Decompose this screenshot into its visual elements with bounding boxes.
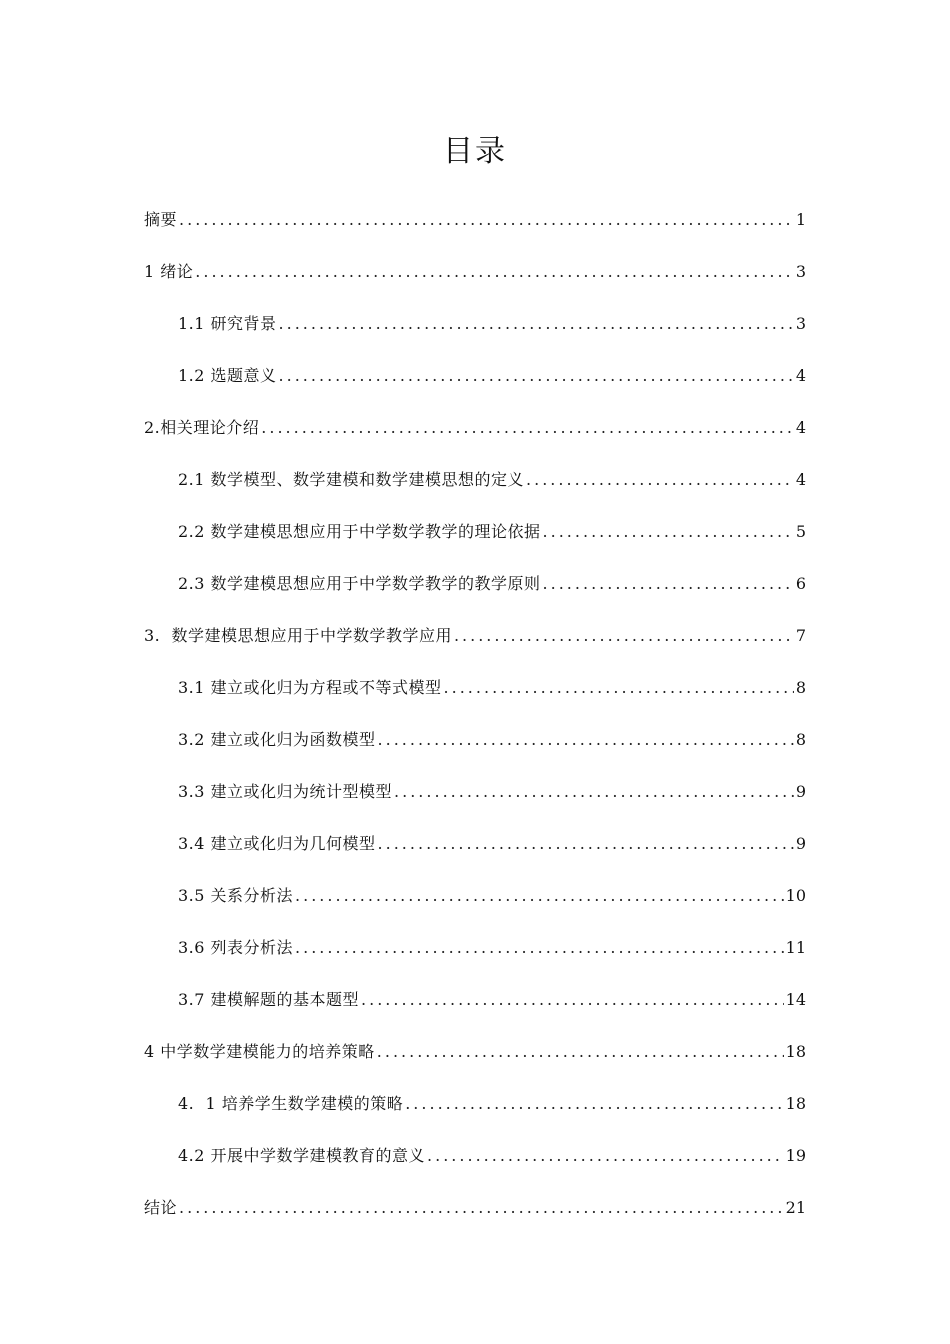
toc-entry-page: 9 (795, 834, 806, 853)
toc-entry-3-4[interactable] (144, 829, 806, 881)
toc-entry-4-2[interactable] (144, 1141, 806, 1193)
toc-dot-leader (179, 205, 794, 235)
toc-entry-page: 1 (795, 210, 806, 229)
toc-dot-leader (295, 881, 784, 911)
toc-entry-label: 1.1 研究背景 (178, 314, 277, 333)
toc-entry-3[interactable] (144, 621, 806, 673)
toc-entry-4-1[interactable] (144, 1089, 806, 1141)
toc-dot-leader (394, 777, 794, 807)
toc-dot-leader (378, 725, 794, 755)
toc-entry-page: 18 (785, 1042, 806, 1061)
toc-dot-leader (279, 361, 794, 391)
toc-entry-3-7[interactable] (144, 985, 806, 1037)
toc-dot-leader (361, 985, 784, 1015)
toc-entry-1-1[interactable] (144, 309, 806, 361)
toc-dot-leader (405, 1089, 783, 1119)
toc-entry-label: 2.2 数学建模思想应用于中学数学教学的理论依据 (178, 522, 541, 541)
toc-entry-3-1[interactable] (144, 673, 806, 725)
toc-dot-leader (378, 829, 794, 859)
toc-entry-page: 4 (795, 470, 806, 489)
toc-dot-leader (444, 673, 794, 703)
toc-entry-label: 4 中学数学建模能力的培养策略 (144, 1042, 375, 1061)
toc-entry-4[interactable] (144, 1037, 806, 1089)
toc-entry-3-5[interactable] (144, 881, 806, 933)
toc-entry-page: 8 (795, 730, 806, 749)
toc-dot-leader (279, 309, 794, 339)
toc-dot-leader (179, 1193, 784, 1223)
toc-entry-3-6[interactable] (144, 933, 806, 985)
toc-dot-leader (526, 465, 794, 495)
toc-entry-page: 14 (785, 990, 806, 1009)
toc-entry-label: 1 绪论 (144, 262, 194, 281)
toc-entry-label: 3.4 建立或化归为几何模型 (178, 834, 376, 853)
toc-entry-label: 3.2 建立或化归为函数模型 (178, 730, 376, 749)
toc-dot-leader (261, 413, 794, 443)
toc-entry-label: 2.3 数学建模思想应用于中学数学教学的教学原则 (178, 574, 541, 593)
toc-entry-label: 4. 1 培养学生数学建模的策略 (178, 1094, 404, 1113)
toc-entry-page: 5 (795, 522, 806, 541)
toc-entry-2-1[interactable] (144, 465, 806, 517)
toc-entry-label: 2.1 数学模型、数学建模和数学建模思想的定义 (178, 470, 525, 489)
toc-entry-page: 11 (785, 938, 806, 957)
toc-entry-label: 结论 (144, 1198, 178, 1217)
toc-entry-page: 3 (795, 262, 806, 281)
toc-entry-page: 6 (795, 574, 806, 593)
toc-entry-page: 18 (785, 1094, 806, 1113)
toc-entry-page: 21 (785, 1198, 806, 1217)
toc-entry-2[interactable] (144, 413, 806, 465)
toc-entry-2-3[interactable] (144, 569, 806, 621)
toc-entry-page: 19 (785, 1146, 806, 1165)
toc-list (144, 205, 806, 1245)
toc-entry-3-3[interactable] (144, 777, 806, 829)
toc-title: 目录 (443, 134, 507, 169)
toc-dot-leader (295, 933, 784, 963)
toc-entry-page: 10 (785, 886, 806, 905)
toc-dot-leader (377, 1037, 784, 1067)
toc-entry-label: 3.1 建立或化归为方程或不等式模型 (178, 678, 442, 697)
toc-entry-conclusion[interactable] (144, 1193, 806, 1245)
toc-entry-label: 2.相关理论介绍 (144, 418, 260, 437)
toc-entry-label: 3.6 列表分析法 (178, 938, 294, 957)
toc-entry-label: 4.2 开展中学数学建模教育的意义 (178, 1146, 426, 1165)
toc-entry-1-2[interactable] (144, 361, 806, 413)
toc-entry-page: 7 (795, 626, 806, 645)
toc-entry-1[interactable] (144, 257, 806, 309)
toc-entry-label: 3.3 建立或化归为统计型模型 (178, 782, 393, 801)
toc-entry-label: 3. 数学建模思想应用于中学数学教学应用 (144, 626, 452, 645)
toc-dot-leader (427, 1141, 784, 1171)
toc-entry-page: 9 (795, 782, 806, 801)
toc-dot-leader (454, 621, 794, 651)
toc-entry-page: 8 (795, 678, 806, 697)
toc-dot-leader (195, 257, 794, 287)
toc-entry-2-2[interactable] (144, 517, 806, 569)
toc-dot-leader (543, 517, 794, 547)
toc-entry-page: 4 (795, 366, 806, 385)
toc-dot-leader (543, 569, 794, 599)
toc-entry-3-2[interactable] (144, 725, 806, 777)
toc-entry-label: 1.2 选题意义 (178, 366, 277, 385)
toc-entry-page: 4 (795, 418, 806, 437)
toc-entry-label: 摘要 (144, 210, 178, 229)
toc-entry-page: 3 (795, 314, 806, 333)
toc-entry-abstract[interactable] (144, 205, 806, 257)
toc-entry-label: 3.5 关系分析法 (178, 886, 294, 905)
toc-entry-label: 3.7 建模解题的基本题型 (178, 990, 360, 1009)
